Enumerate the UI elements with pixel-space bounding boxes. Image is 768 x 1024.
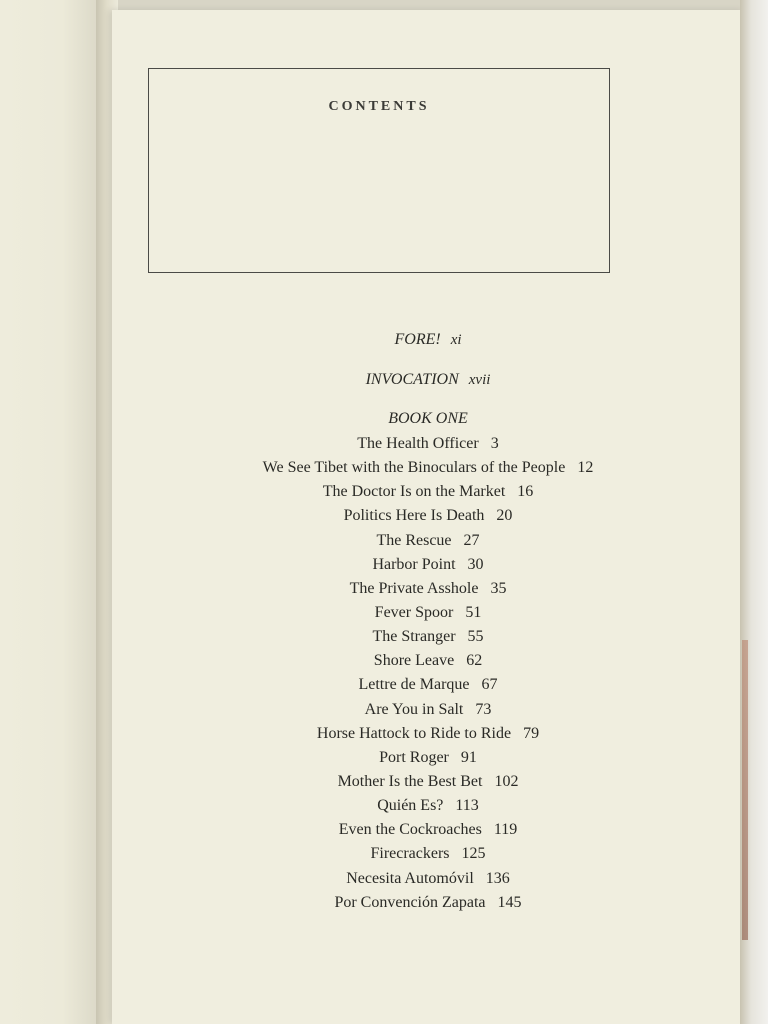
toc-entry-title: The Health Officer [357, 435, 479, 452]
toc-entry-page: 125 [461, 845, 486, 863]
toc-entry [112, 480, 744, 504]
toc-entry-page: 12 [577, 459, 594, 477]
toc-entry-title: The Doctor Is on the Market [322, 483, 506, 501]
toc-entry [112, 794, 744, 818]
toc-entry-page: 20 [496, 507, 513, 525]
toc-entry-page: 55 [467, 628, 484, 646]
toc-entry [112, 722, 744, 746]
toc-entry-title: Necesita Automóvil [346, 869, 474, 887]
toc-entry-title: FORE! [394, 331, 441, 348]
toc-entry-page: 145 [497, 893, 522, 911]
toc-entry-title: We See Tibet with the Binoculars of the People [262, 459, 566, 477]
toc-entry-title: Lettre de Marque [358, 676, 470, 694]
toc-entry-title: Are You in Salt [364, 700, 464, 718]
toc-entry-title: Even the Cockroaches [338, 821, 482, 839]
toc-entry [112, 673, 744, 697]
toc-entry [112, 842, 744, 866]
toc-entry-title: INVOCATION [365, 371, 459, 388]
toc-entry-title: Horse Hattock to Ride to Ride [316, 724, 512, 742]
book-heading-label: BOOK ONE [388, 410, 468, 427]
toc-entry-page: 51 [465, 603, 482, 621]
toc-entry [112, 529, 744, 553]
toc-entry-title: Shore Leave [373, 652, 455, 670]
toc-entry-page: 67 [481, 676, 498, 694]
toc-entry-page: 73 [475, 700, 492, 718]
toc-entry-title: Fever Spoor [374, 603, 454, 621]
toc-entry-title: Harbor Point [372, 555, 456, 573]
toc-entry [112, 698, 744, 722]
toc-entry [112, 746, 744, 770]
toc-entry-title: Port Roger [379, 748, 449, 766]
toc-entry-page: 79 [523, 724, 540, 742]
toc-entry-fore [112, 331, 744, 349]
toc-entry [112, 649, 744, 673]
toc-entry-page: xi [450, 332, 462, 348]
toc-entry-page: 35 [490, 579, 507, 597]
chapter-list [112, 432, 744, 915]
toc-entry-page: 62 [466, 652, 483, 670]
toc-entry-invocation [112, 371, 744, 389]
toc-entry-page: 91 [460, 748, 477, 766]
contents-header-box [148, 68, 610, 273]
toc-entry-title: Mother Is the Best Bet [337, 772, 483, 790]
toc-entry-title: The Rescue [376, 531, 452, 549]
toc-entry [112, 625, 744, 649]
toc-entry-page: 30 [467, 555, 484, 573]
book-heading [112, 410, 744, 428]
toc-entry-title: Politics Here Is Death [343, 507, 485, 525]
toc-entry-title: The Stranger [372, 628, 456, 646]
toc-entry-page: 113 [455, 797, 479, 815]
toc-entry [112, 867, 744, 891]
toc-entry-title: Por Convención Zapata [334, 893, 486, 911]
toc-entry [112, 577, 744, 601]
toc-entry [112, 456, 744, 480]
toc-entry [112, 601, 744, 625]
page-title: CONTENTS [328, 99, 430, 114]
toc-entry [112, 770, 744, 794]
toc-entry-page: 136 [485, 869, 510, 887]
toc-entry-title: Quién Es? [377, 797, 444, 815]
toc-entry [112, 891, 744, 915]
toc-entry [112, 504, 744, 528]
toc-entry-page: 102 [494, 772, 519, 790]
toc-entry [112, 553, 744, 577]
toc-entry-page: xvii [468, 372, 491, 388]
left-page [0, 0, 104, 1024]
toc-entry [112, 818, 744, 842]
toc-entry [112, 432, 744, 456]
toc-entry-page: 3 [490, 435, 499, 452]
toc-entry-page: 27 [463, 531, 480, 549]
toc-entry-title: Firecrackers [370, 845, 450, 863]
toc-entry-page: 119 [493, 821, 518, 839]
toc-entry-page: 16 [517, 483, 534, 501]
toc-entry-title: The Private Asshole [349, 579, 479, 597]
